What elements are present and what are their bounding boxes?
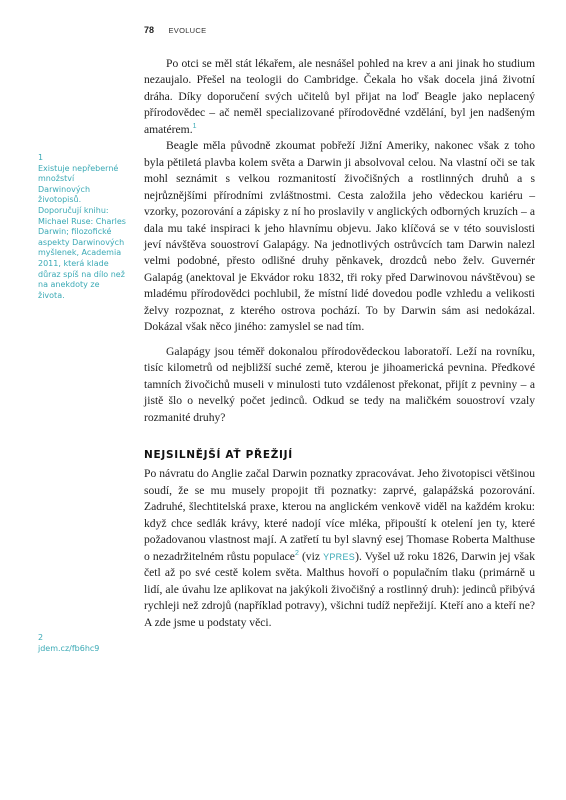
page-number: 78 bbox=[144, 25, 155, 35]
section-heading: NEJSILNĚJŠÍ AŤ PŘEŽIJÍ bbox=[144, 448, 293, 461]
sidenote-link[interactable]: jdem.cz/fb6hc9 bbox=[38, 643, 100, 653]
sidenote-number: 1 bbox=[38, 153, 44, 162]
page-header bbox=[144, 20, 206, 38]
sidenote-text: Existuje nepřeberné množství Darwinových životopisů. Doporučují knihu: Michael Ruse: Charles Darwin; filozofické aspekty Darwinových myšlenek, Academia 2011, která klade důraz spíš na dílo než na anekdoty ze života. bbox=[38, 163, 126, 300]
paragraph bbox=[144, 466, 535, 631]
paragraph-text: Po návratu do Anglie začal Darwin poznatky zpracovávat. Jeho životopisci většinou soudí, že se mu musely propojit tři poznatky: zaprvé, galapážská pozorování. Zadruhé, šlechtitelská praxe, kterou na anglickém venkově viděl na každém kroku: když chce sedlák krávy, které nadojí více mléka, připouští k otelení jen ty, které požadovanou vlastnost mají. A zatřetí tu byl slavný esej Thomase Roberta Malthuse o nezadržitelném růstu populace bbox=[144, 467, 535, 563]
paragraph-text: ). Vyšel už roku 1826, Darwin jej však četl až po své cestě kolem světa. Malthus hovoří o populačním tlaku (primárně u lidí, ale úvahu lze aplikovat na jakýkoli živočišný a rostlinný druh): jedinců přibývá rychleji než zdrojů (například potravy), všichni tudíž nepřežijí. Kteří ano a kteří ne? A zde jsme u podstaty věci. bbox=[144, 549, 535, 629]
paragraph: Beagle měla původně zkoumat pobřeží Jižní Ameriky, nakonec však z toho byla pětiletá plavba kolem světa a Darwin ji absolvoval celou. Na vlastní oči se tak mohl seznámit s velkou rozmanitostí živočišných a rostlinných druhů a s nejrůznějšími přírodními zvláštnostmi. Cesta založila jeho vědeckou kariéru – vzorky, pozorování a zápisky z ní ho proslavily v anglických odborných kruzích – a dala mu také inspiraci k jeho hlavnímu objevu. Jako klíčová se v této souvislosti jeví návštěva souostroví Galapágy. Na jednotlivých ostrůvcích tam Darwin nalezl velmi podobné, přesto odlišné druhy pěnkavek, drozdců nebo želv. Guvernér Galapág (anektoval je Ekvádor roku 1832, tři roky před Darwinovou návštěvou) se mladému přírodovědci pochlubil, že místní lidé dovedou podle vzhledu a velikosti želvy rozpoznat, z kterého ostrova pochází. To by Darwin sám asi nedokázal. Dokázal však něco jiného: zamyslel se nad tím. bbox=[144, 139, 535, 334]
cross-reference-link[interactable]: YPRES bbox=[323, 551, 356, 562]
running-title: EVOLUCE bbox=[168, 26, 207, 35]
sidenote-number: 2 bbox=[38, 633, 44, 642]
paragraph-text: (viz bbox=[298, 549, 324, 563]
paragraph bbox=[144, 56, 535, 138]
sidenote bbox=[38, 153, 126, 301]
main-text bbox=[144, 56, 535, 631]
paragraph-text: Po otci se měl stát lékařem, ale nesnášel pohled na krev a ani jinak ho studium nezaujalo. Přešel na teologii do Cambridge. Čekala ho však docela jiná životní dráha. Díky doporučení svých učitelů byl přijat na loď Beagle jako neplacený přírodovědec – ač neměl specializované přírodovědné vzdělání, byl jen nadšeným amatérem. bbox=[144, 57, 535, 136]
sidenote bbox=[38, 633, 126, 654]
paragraph: Galapágy jsou téměř dokonalou přírodovědeckou laboratoří. Leží na rovníku, tisíc kilometrů od nejbližší suché země, kterou je jihoamerická pevnina. Předkové tamních živočichů museli v minulosti tuto vzdálenost překonat, přijít z pevniny – a jistě šlo o nevelký počet jedinců. Odkud se tedy na maličkém souostroví vzaly rozmanité druhy? bbox=[144, 344, 535, 424]
footnote-ref[interactable]: 1 bbox=[192, 122, 197, 130]
footnote-ref[interactable]: 2 bbox=[294, 549, 299, 557]
